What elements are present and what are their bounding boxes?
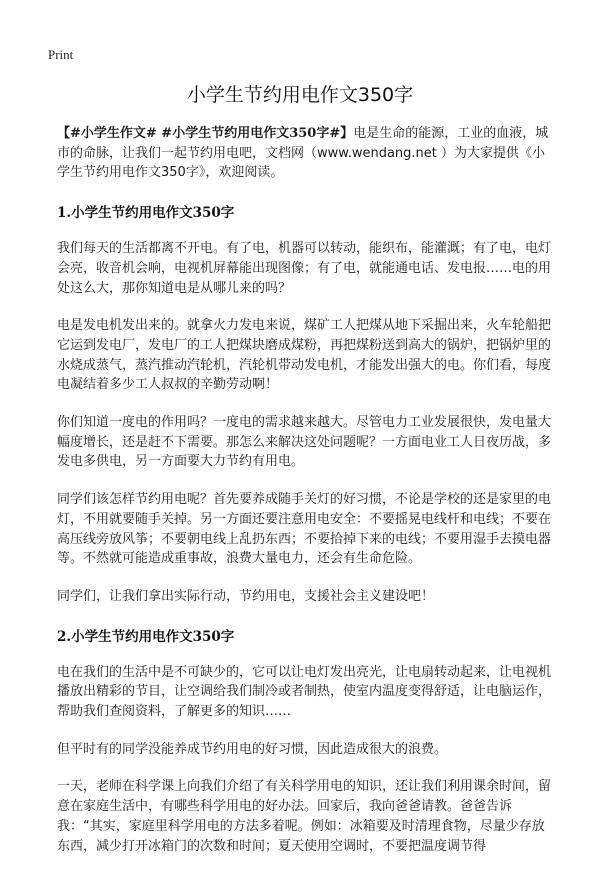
section-2-paragraph: 电在我们的生活中是不可缺少的，它可以让电灯发出亮光，让电扇转动起来，让电视机播放出精彩的节目，让空调给我们制冷或者制热，使室内温度变得舒适，让电脑运作，帮助我们查阅资料，了解更多的知识……	[57, 664, 552, 720]
page-title: 小学生节约用电作文350字	[186, 84, 414, 106]
section-2-paragraph: 但平时有的同学没能养成节约用电的好习惯，因此造成很大的浪费。	[57, 741, 448, 757]
intro-tag: 【#小学生作文# #小学生节约用电作文350字#】	[57, 126, 354, 141]
section-1-paragraph: 电是发电机发出来的。就拿火力发电来说，煤矿工人把煤从地下采掘出来，火车轮船把它运到发电厂，发电厂的工人把煤块磨成煤粉，再把煤粉送到高大的锅炉，把锅炉里的水烧成蒸气，蒸汽推动汽轮机，汽轮机带动发电机，才能发出强大的电。你们看，每度电凝结着多少工人叔叔的辛勤劳动啊！	[57, 318, 552, 393]
section-2-paragraph: 一天，老师在科学课上向我们介绍了有关科学用电的知识，还让我们利用课余时间，留意在家庭生活中，有哪些科学用电的好办法。回家后，我向爸爸请教。爸爸告诉我：“其实，家庭里科学用电的方法多着呢。例如：冰箱要及时清理食物，尽量少存放东西，减少打开冰箱门的次数和时间；夏天使用空调时，不要把温度调节得	[57, 779, 552, 854]
section-heading-2: 2.小学生节约用电作文350字	[57, 628, 235, 645]
section-1-paragraph: 同学们，让我们拿出实际行动，节约用电，支援社会主义建设吧！	[57, 588, 435, 604]
intro-paragraph	[57, 124, 551, 183]
article-body	[57, 124, 551, 874]
section-1-paragraph: 我们每天的生活都离不开电。有了电，机器可以转动，能织布，能灌溉；有了电，电灯会亮，收音机会响，电视机屏幕能出现图像；有了电，就能通电话、发电报……电的用处这么大，那你知道电是从哪儿来的吗？	[57, 241, 552, 296]
intro-text: 电是生命的能源，工业的血液，城市的命脉，让我们一起节约用电吧，文档网（www.wendang.net ）为大家提供《小学生节约用电作文350字》，欢迎阅读。	[57, 126, 549, 181]
section-heading-1: 1.小学生节约用电作文350字	[57, 205, 235, 222]
print-link[interactable]: Print	[48, 47, 74, 62]
section-1-paragraph: 同学们该怎样节约用电呢？首先要养成随手关灯的好习惯，不论是学校的还是家里的电灯，不用就要随手关掉。另一方面还要注意用电安全：不要摇晃电线杆和电线；不要在高压线旁放风筝；不要朝电线上乱扔东西；不要拾掉下来的电线；不要用湿手去摸电器等。不然就可能造成重事故，浪费大量电力，还会有生命危险。	[57, 492, 552, 567]
section-1-paragraph: 你们知道一度电的作用吗？一度电的需求越来越大。尽管电力工业发展很快，发电量大幅度增长，还是赶不下需要。那怎么来解决这处问题呢？一方面电业工人日夜历战，多发电多供电，另一方面要大力节约有用电。	[57, 415, 552, 470]
